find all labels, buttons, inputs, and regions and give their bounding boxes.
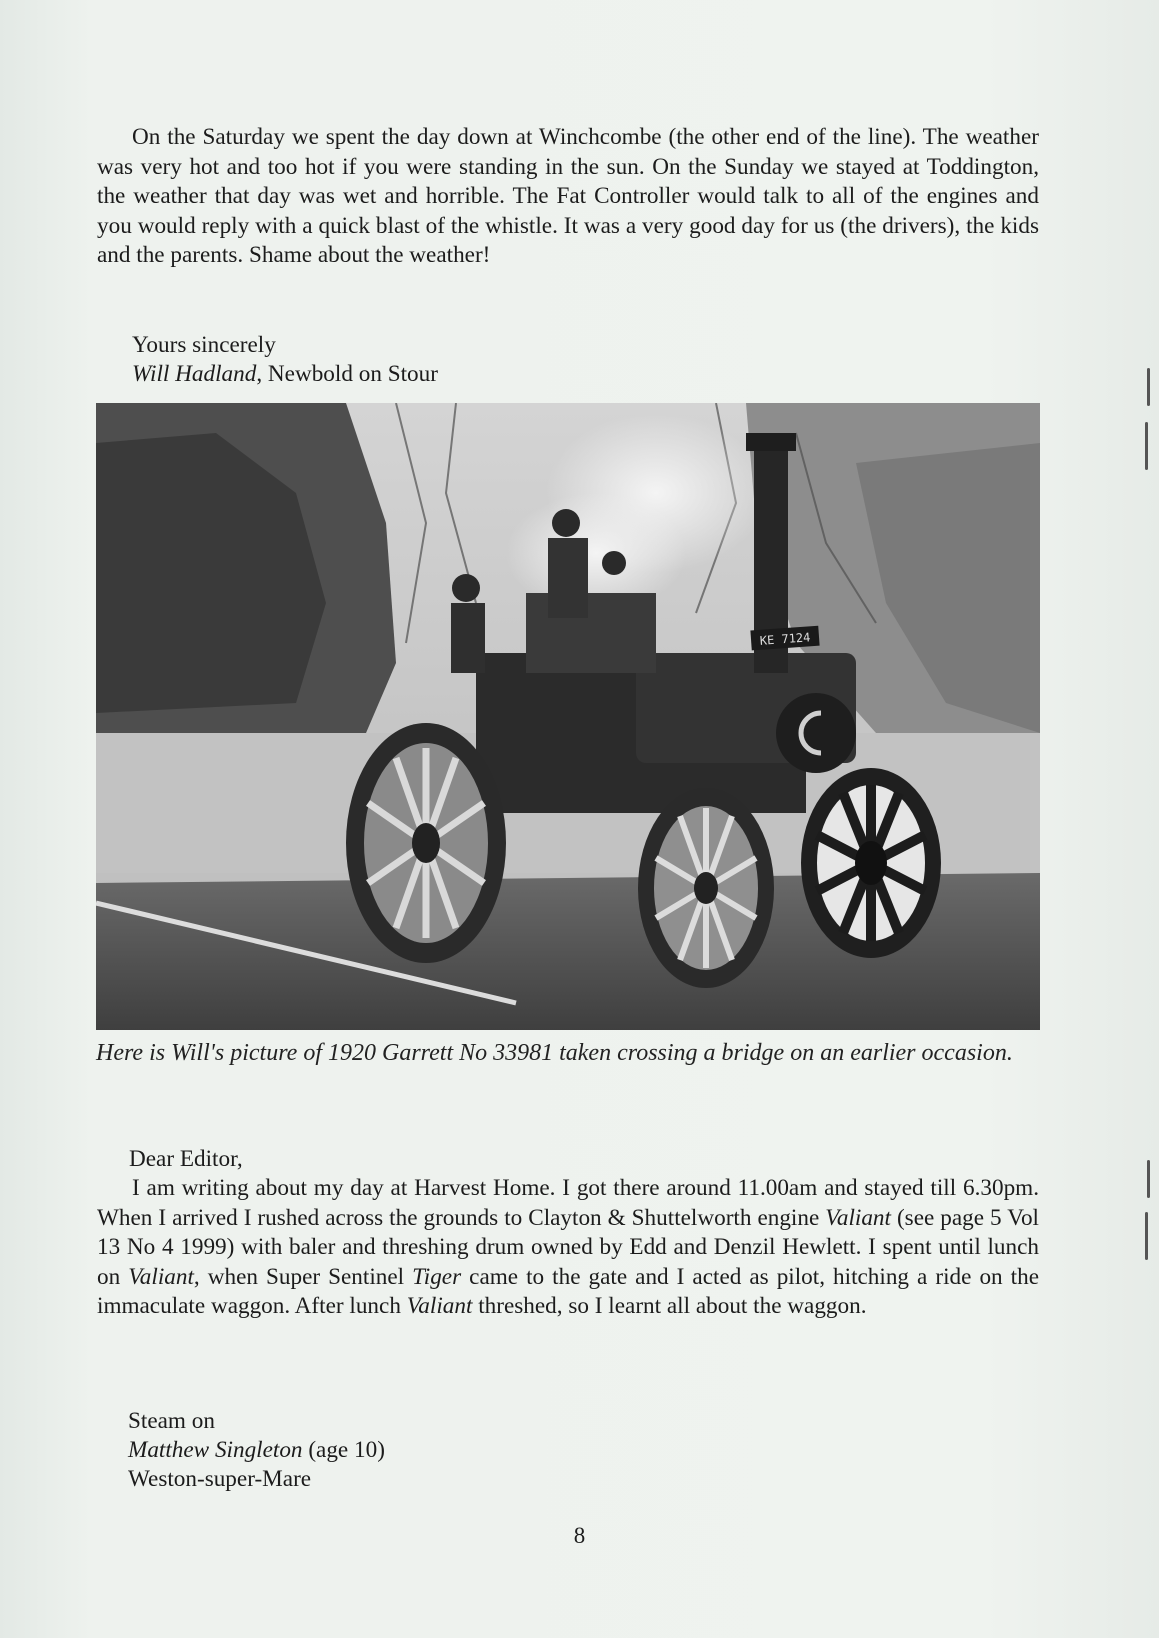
number-plate: KE 7124 xyxy=(759,630,811,648)
letter1-location: , Newbold on Stour xyxy=(256,361,438,387)
staple-mark xyxy=(1147,1160,1150,1198)
staple-mark xyxy=(1147,368,1150,406)
engine-name-valiant: Valiant xyxy=(406,1293,473,1319)
staple-mark xyxy=(1145,1212,1148,1260)
page-number: 8 xyxy=(573,1523,586,1548)
letter1-body: On the Saturday we spent the day down at Winchcombe (the other end of the line). The weather was very hot and too hot if you were standing in the sun. On the Sunday we stayed at Toddington, the weather that day was wet and horrible. The Fat Controller would talk to all of the engines and you would reply with a quick blast of the whistle. It was a very good day for us (the drivers), the kids and the parents. Shame about the weather! xyxy=(97,124,1039,268)
letter2-text-2: (see page 5 Vol 13 No 4 1999) with baler and threshing drum owned by Edd and Denzil Hewlett. I spent until lunch on xyxy=(97,1204,1039,1290)
letter2-text-5: threshed, so I learnt all about the waggon. xyxy=(472,1293,867,1319)
photo-caption: Here is Will's picture of 1920 Garrett No 33981 taken crossing a bridge on an earlier occasion. xyxy=(96,1040,1013,1066)
letter2-signature xyxy=(128,1436,385,1466)
letter2-text-4: came to the gate and I acted as pilot, hitching a ride on the immaculate waggon. After lunch xyxy=(97,1263,1039,1319)
letter2-body xyxy=(97,1174,1039,1322)
letter2-location: Weston-super-Mare xyxy=(128,1466,312,1492)
staple-mark xyxy=(1145,422,1148,470)
letter2-closing: Steam on xyxy=(128,1408,215,1434)
letter2-salutation: Dear Editor, xyxy=(129,1146,243,1172)
engine-name-valiant: Valiant xyxy=(825,1204,891,1231)
letter1-closing: Yours sincerely xyxy=(132,332,276,358)
letter2-text-3: , when Super Sentinel xyxy=(193,1263,413,1290)
letter2-text-1: I am writing about my day at Harvest Home. I got there around 11.00am and stayed till 6.30pm. When I arrived I rushed across the grounds to Clayton & Shuttelworth engine xyxy=(97,1175,1039,1231)
letter2-author: Matthew Singleton xyxy=(128,1437,303,1463)
letter1-author: Will Hadland xyxy=(132,361,257,387)
letter1-signature xyxy=(132,360,438,390)
letter2-age: (age 10) xyxy=(302,1437,385,1463)
engine-name-tiger: Tiger xyxy=(412,1263,462,1290)
traction-engine-photo xyxy=(96,403,1040,1030)
engine-name-valiant: Valiant xyxy=(128,1263,194,1290)
